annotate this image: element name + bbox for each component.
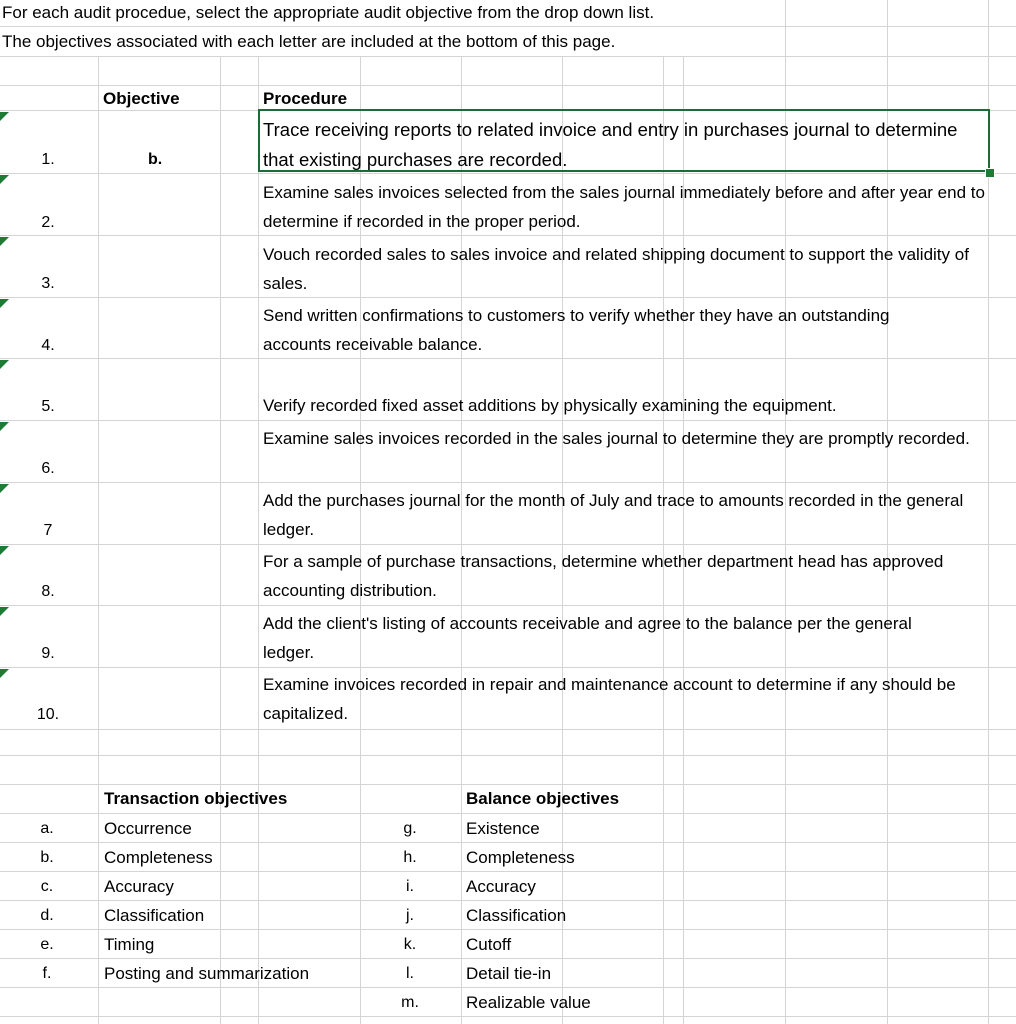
objective-letter: g. [403, 820, 417, 837]
error-indicator-icon [0, 112, 9, 121]
objective-label: Completeness [466, 848, 575, 867]
procedure-header: Procedure [263, 89, 348, 108]
objective-letter: i. [406, 878, 414, 895]
error-indicator-icon [0, 546, 9, 555]
row-number: 8. [41, 583, 55, 600]
error-indicator-icon [0, 237, 9, 246]
objective-letter: b. [40, 849, 54, 866]
objective-letter: a. [40, 820, 54, 837]
objective-letter: f. [42, 965, 52, 982]
objective-letter: j. [406, 907, 414, 924]
objective-letter: e. [40, 936, 54, 953]
objective-header: Objective [103, 89, 180, 108]
balance-objectives-title: Balance objectives [466, 789, 620, 808]
objective-letter: l. [406, 965, 414, 982]
row-number: 4. [41, 337, 55, 354]
transaction-objectives-title: Transaction objectives [104, 789, 288, 808]
objective-label: Existence [466, 819, 540, 838]
error-indicator-icon [0, 360, 9, 369]
row-number: 7 [43, 522, 53, 539]
objective-label: Realizable value [466, 993, 591, 1012]
objective-letter: h. [403, 849, 417, 866]
procedure-text: Add the purchases journal for the month of July and trace to amounts recorded in the general ledger. [263, 491, 964, 539]
row-number: 10. [36, 706, 60, 723]
row-number: 5. [41, 398, 55, 415]
procedure-text: Examine sales invoices recorded in the sales journal to determine they are promptly recorded. [263, 429, 970, 448]
error-indicator-icon [0, 669, 9, 678]
procedure-text: Examine invoices recorded in repair and maintenance account to determine if any should be capitalized. [263, 675, 956, 723]
row-number: 3. [41, 275, 55, 292]
objective-letter: c. [40, 878, 54, 895]
objective-label: Accuracy [466, 877, 536, 896]
procedure-text: Trace receiving reports to related invoice and entry in purchases journal to determine that existing purchases are recorded. [263, 119, 958, 170]
row-number: 2. [41, 214, 55, 231]
row-number: 6. [41, 460, 55, 477]
procedure-text: Add the client's listing of accounts receivable and agree to the balance per the general ledger. [263, 614, 912, 662]
row-number: 1. [41, 151, 55, 168]
objective-label: Timing [104, 935, 155, 954]
objective-letter: d. [40, 907, 54, 924]
objective-label: Cutoff [466, 935, 512, 954]
objective-label: Classification [104, 906, 205, 925]
procedure-text: For a sample of purchase transactions, determine whether department head has approved accounting distribution. [263, 552, 944, 600]
error-indicator-icon [0, 175, 9, 184]
procedure-text: Verify recorded fixed asset additions by physically examining the equipment. [263, 396, 837, 415]
objective-letter: m. [401, 994, 419, 1011]
objective-letter: k. [403, 936, 417, 953]
objective-label: Accuracy [104, 877, 174, 896]
objective-label: Posting and summarization [104, 964, 310, 983]
objective-label: Detail tie-in [466, 964, 552, 983]
objective-label: Completeness [104, 848, 213, 867]
procedure-text: Vouch recorded sales to sales invoice and related shipping document to support the validity of sales. [263, 245, 969, 293]
error-indicator-icon [0, 484, 9, 493]
instruction-line-1: For each audit procedue, select the appropriate audit objective from the drop down list. [2, 3, 655, 22]
objective-label: Occurrence [104, 819, 192, 838]
error-indicator-icon [0, 607, 9, 616]
objective-dropdown[interactable]: b. [148, 151, 163, 168]
objective-label: Classification [466, 906, 567, 925]
procedure-text: Send written confirmations to customers to verify whether they have an outstanding accounts receivable balance. [263, 306, 890, 354]
instruction-line-2: The objectives associated with each letter are included at the bottom of this page. [2, 32, 616, 51]
fill-handle[interactable] [985, 168, 995, 178]
procedure-text: Examine sales invoices selected from the sales journal immediately before and after year end to determine if recorded in the proper period. [263, 183, 985, 231]
error-indicator-icon [0, 422, 9, 431]
row-number: 9. [41, 645, 55, 662]
error-indicator-icon [0, 299, 9, 308]
